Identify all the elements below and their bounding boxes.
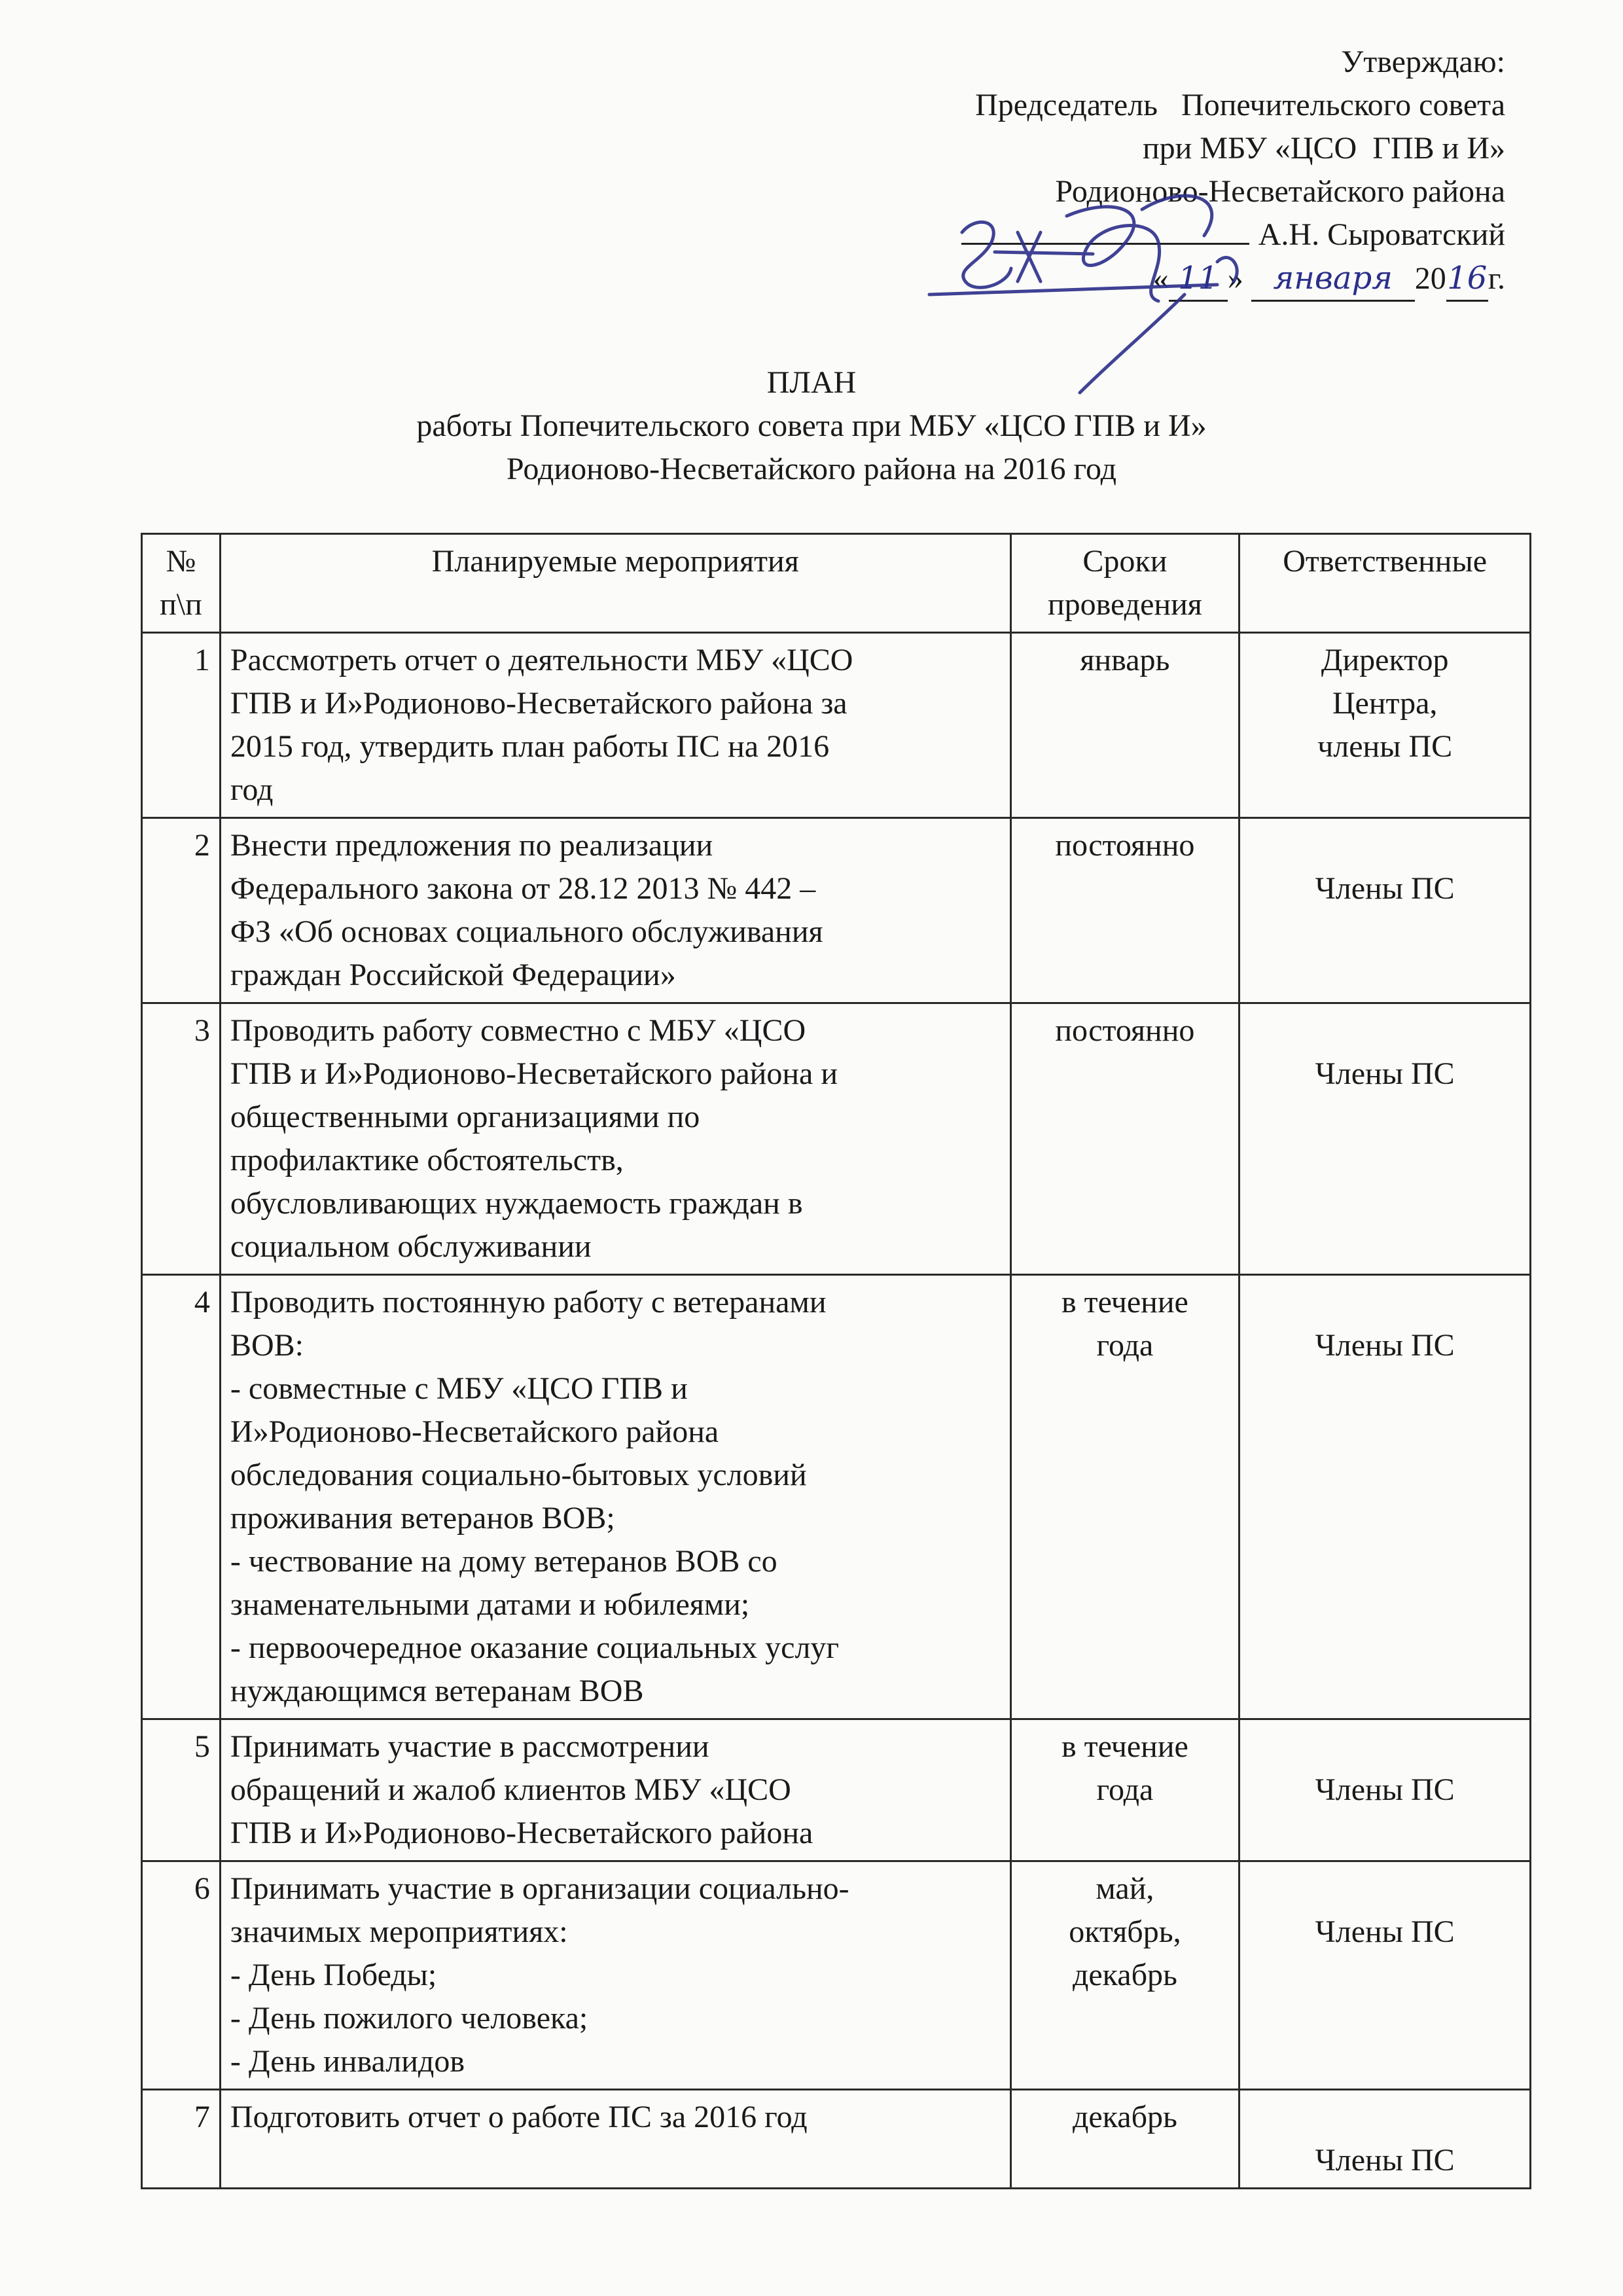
date-year-end: г. [1488,261,1505,296]
term-line: декабрь [1072,1958,1177,1992]
table-row [142,633,1531,818]
responsible-line: Члены ПС [1315,1914,1455,1949]
activity-line: обращений и жалоб клиентов МБУ «ЦСО [230,1772,791,1807]
row-term [1010,1275,1240,1719]
activity-line: ГПВ и И»Родионово-Несветайского района за [230,686,847,721]
activity-line: Внести предложения по реализации [230,828,713,863]
term-line: в течение [1061,1729,1188,1764]
activity-line: Принимать участие в рассмотрении [230,1729,709,1764]
activity-line: - День пожилого человека; [230,2001,588,2036]
table-row [142,2090,1531,2189]
activity-line: Проводить постоянную работу с ветеранами [230,1285,827,1319]
responsible-line: Директор [1321,643,1449,677]
activity-line: - чествование на дому ветеранов ВОВ со [230,1544,777,1579]
activity-line: ГПВ и И»Родионово-Несветайского района и [230,1056,838,1091]
row-activity [220,1003,1010,1275]
approver-name: А.Н. Сыроватский [1258,217,1505,252]
table-row [142,1003,1531,1275]
row-term [1010,1719,1240,1861]
approval-organization: при МБУ «ЦСО ГПВ и И» [1142,131,1505,166]
activity-line: - День инвалидов [230,2044,465,2079]
activity-line: год [230,772,274,807]
activity-line: 2015 год, утвердить план работы ПС на 2016 [230,729,830,764]
responsible-line: члены ПС [1317,729,1453,764]
term-line: январь [1080,643,1170,677]
responsible-line: Центра, [1332,686,1438,721]
approval-heading: Утверждаю: [1341,45,1505,79]
activity-line: значимых мероприятиях: [230,1914,568,1949]
activity-line: граждан Российской Федерации» [230,958,676,992]
row-term [1010,1003,1240,1275]
activity-line: - первоочередное оказание социальных услуг [230,1630,840,1665]
date-month: января [1251,257,1415,302]
term-line: постоянно [1055,1013,1195,1048]
responsible-line: Члены ПС [1315,2143,1455,2178]
row-number: 6 [142,1861,221,2090]
activity-line: знаменательными датами и юбилеями; [230,1587,750,1622]
row-responsible [1240,2090,1531,2189]
term-line: в течение [1061,1285,1188,1319]
row-number: 2 [142,818,221,1003]
row-number: 5 [142,1719,221,1861]
row-responsible [1240,1003,1531,1275]
activity-line: проживания ветеранов ВОВ; [230,1501,615,1535]
row-term [1010,818,1240,1003]
header-term [1010,534,1240,633]
row-term [1010,2090,1240,2189]
table-header-row [142,534,1531,633]
approval-district: Родионово-Несветайского района [1055,174,1505,209]
responsible-line: Члены ПС [1315,1772,1455,1807]
term-line: постоянно [1055,828,1195,863]
table-row [142,1719,1531,1861]
responsible-line: Члены ПС [1315,871,1455,906]
document-title [0,361,1623,491]
header-term-line2: проведения [1047,587,1202,622]
table-row [142,818,1531,1003]
row-responsible [1240,1861,1531,2090]
row-term [1010,1861,1240,2090]
row-activity [220,1275,1010,1719]
activity-line: обследования социально-бытовых условий [230,1458,807,1492]
term-line: года [1096,1328,1154,1363]
title-subtitle-2: Родионово-Несветайского района на 2016 год [506,452,1117,486]
header-number-label: п\п [160,587,202,622]
row-activity [220,818,1010,1003]
row-number: 1 [142,633,221,818]
plan-table [141,533,1531,2189]
header-number [142,534,221,633]
header-term-line1: Сроки [1082,544,1168,579]
activity-line: ВОВ: [230,1328,304,1363]
row-activity [220,2090,1010,2189]
row-activity [220,1861,1010,2090]
row-number: 7 [142,2090,221,2189]
activity-line: ГПВ и И»Родионово-Несветайского района [230,1816,813,1850]
activity-line: Подготовить отчет о работе ПС за 2016 год [230,2100,808,2134]
date-year-prefix: 20 [1414,261,1446,296]
activity-line: Проводить работу совместно с МБУ «ЦСО [230,1013,806,1048]
table-row [142,1861,1531,2090]
title-subtitle-1: работы Попечительского совета при МБУ «ЦСО ГПВ и И» [416,408,1207,443]
date-day: 11 [1169,257,1228,302]
activity-line: - День Победы; [230,1958,437,1992]
activity-line: общественными организациями по [230,1100,700,1134]
title-plan: ПЛАН [766,365,857,400]
activity-line: Принимать участие в организации социально- [230,1871,849,1906]
activity-line: ФЗ «Об основах социального обслуживания [230,914,823,949]
activity-line: Федерального закона от 28.12 2013 № 442 – [230,871,816,906]
term-line: декабрь [1072,2100,1177,2134]
date-quote-open: « [1152,261,1169,296]
header-activity: Планируемые мероприятия [220,534,1010,633]
term-line: года [1096,1772,1154,1807]
row-responsible [1240,818,1531,1003]
row-responsible [1240,633,1531,818]
row-activity [220,633,1010,818]
term-line: май, [1096,1871,1154,1906]
activity-line: нуждающимся ветеранам ВОВ [230,1674,644,1708]
activity-line: обусловливающих нуждаемость граждан в [230,1186,803,1221]
row-number: 4 [142,1275,221,1719]
activity-line: социальном обслуживании [230,1229,592,1264]
plan-table-body [142,633,1531,2189]
activity-line: Рассмотреть отчет о деятельности МБУ «ЦСО [230,643,853,677]
header-responsible: Ответственные [1240,534,1531,633]
activity-line: профилактике обстоятельств, [230,1143,624,1177]
row-number: 3 [142,1003,221,1275]
table-row [142,1275,1531,1719]
term-line: октябрь, [1069,1914,1181,1949]
row-activity [220,1719,1010,1861]
row-responsible [1240,1719,1531,1861]
header-number-symbol: № [166,544,196,579]
responsible-line: Члены ПС [1315,1328,1455,1363]
approval-position: Председатель Попечительского совета [975,88,1505,122]
row-responsible [1240,1275,1531,1719]
date-quote-close: » [1227,261,1243,296]
activity-line: - совместные с МБУ «ЦСО ГПВ и [230,1371,688,1406]
responsible-line: Члены ПС [1315,1056,1455,1091]
activity-line: И»Родионово-Несветайского района [230,1414,719,1449]
row-term [1010,633,1240,818]
date-year-suffix: 16 [1446,257,1488,302]
